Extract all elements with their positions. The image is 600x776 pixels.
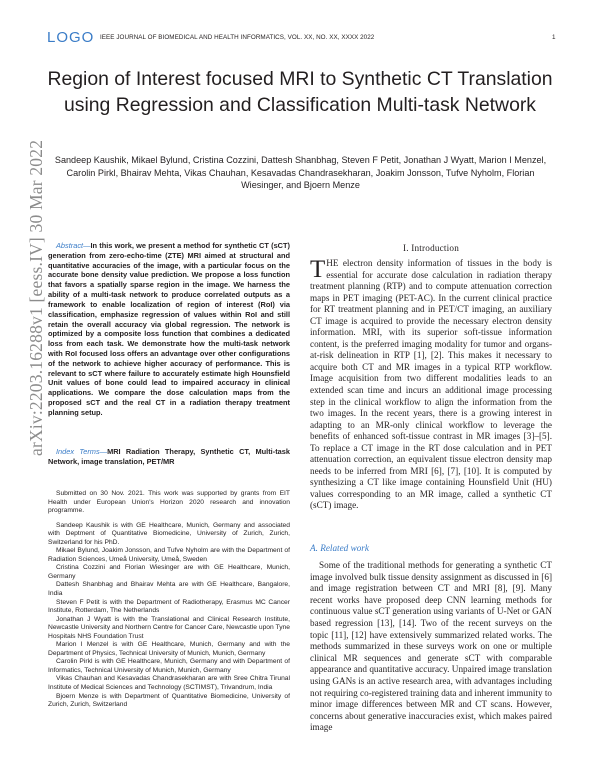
introduction-body: electron density information of tissues in the body is essential for accurate dose calculation in radiation therapy treatment planning (RTP) and to compute attenuation correction maps in PET imaging (PET-AC). In the current clinical practice for RT treatment planning and in PET/CT imaging, an auxiliary CT image is acquired to provide the necessary electron density information. MRI, with its superior soft-tissue information content, is the preferred imaging modality for tumor and organs-at-risk delineation in RTP [1], [2]. This makes it necessary to acquire both CT and MR images in a typical RTP workflow. Image acquisition from two different modalities leads to an extended scan time and incurs an additional image processing step in the clinical workflow to align the information from the two images. In the recent years, there is a growing interest in adapting to an MR-only clinical workflow to leverage the benefits of enhanced soft-tissue contrast in MR images [3]–[5]. To replace a CT image in the RT dose calculation and in PET attenuation correction, an equivalent tissue electron density map needs to be inferred from MRI [6], [7], [10]. It is computed by synthesizing a CT like image containing Hounsfield Unit (HU) values corresponding to an MR image, called a synthetic CT (sCT) image. <box>310 258 552 511</box>
footnote-affiliation: Mikael Bylund, Joakim Jonsson, and Tufve Nyholm are with the Department of Radiation Sciences, Umeå University, Umeå, Sweden <box>48 547 290 563</box>
paper-title: Region of Interest focused MRI to Synthetic CT Translation using Regression and Classification Multi-task Network <box>47 68 553 116</box>
index-terms-label: Index Terms— <box>56 447 108 456</box>
footnote-affiliation: Cristina Cozzini and Florian Wiesinger are with GE Healthcare, Munich, Germany <box>48 564 290 580</box>
drop-cap: T <box>310 256 326 283</box>
author-list: Sandeep Kaushik, Mikael Bylund, Cristina Cozzini, Dattesh Shanbhag, Steven F Petit, Jonathan J Wyatt, Marion I Menzel, Carolin Pirkl, Bhairav Mehta, Vikas Chauhan, Kesavadas Chandrasekharan, Joakim Jonsson, Tufve Nyholm, Florian Wiesinger, and Bjoern Menze <box>54 155 547 190</box>
abstract-label: Abstract— <box>56 241 91 250</box>
footnote-affiliation: Bjoern Menze is with Department of Quantitative Biomedicine, University of Zurich, Zurich, Switzerland <box>48 692 290 709</box>
page-number: 1 <box>552 34 556 41</box>
footnote-affiliation: Jonathan J Wyatt is with the Translational and Clinical Research Institute, Newcastle University and Northern Centre for Cancer Care, Newcastle upon Tyne Hospitals NHS Foundation Trust <box>48 615 290 640</box>
journal-header: IEEE JOURNAL OF BIOMEDICAL AND HEALTH INFORMATICS, VOL. XX, NO. XX, XXXX 2022 <box>100 34 375 41</box>
abstract-body: In this work, we present a method for synthetic CT (sCT) generation from zero-echo-time (ZTE) MRI aimed at structural and quantitative accuracies of the image, with a particular focus on the accurate bone density value prediction. We propose a loss function that favors a spatially sparse region in the image. We harness the ability of a multi-task network to produce correlated outputs as a framework to enable localization of region of interest (RoI) via classification, emphasize regression of values within RoI and still retain the overall accuracy via global regression. The network is optimized by a composite loss function that combines a dedicated loss from each task. We demonstrate how the multi-task network with RoI focused loss offers an advantage over other configurations of the network to achieve higher accuracy of performance. This is relevant to sCT where failure to accurately estimate high Hounsfield Unit values of bone could lead to impaired accuracy in clinical applications. We compare the dose calculation maps from the proposed sCT and the real CT in a radiation therapy treatment planning setup. <box>48 241 290 417</box>
first-word-caps: HE <box>326 258 339 268</box>
introduction-text <box>310 258 552 512</box>
footnote-affiliation: Vikas Chauhan and Kesavadas Chandrasekharan are with Sree Chitra Tirunal Institute of Medical Sciences and Technology (SCTIMST), Trivandrum, India <box>48 675 290 692</box>
subsection-heading-related-work: A. Related work <box>310 543 369 553</box>
footnote-affiliation: Steven F Petit is with the Department of Radiotherapy, Erasmus MC Cancer Institute, Rotterdam, The Netherlands <box>48 598 290 615</box>
section-heading-introduction: I. Introduction <box>402 243 460 253</box>
index-terms <box>48 447 290 466</box>
journal-logo: LOGO <box>47 29 95 46</box>
footnote-affiliation: Carolin Pirkl is with GE Healthcare, Munich, Germany and with Department of Informatics, Technical University of Munich, Munich, Germany <box>48 658 290 674</box>
arxiv-stamp <box>0 0 46 776</box>
affiliation-footnotes <box>48 490 290 710</box>
footnote-affiliation: Sandeep Kaushik is with GE Healthcare, Munich, Germany and associated with Deptment of Quantitative Biomedicine, University of Zurich, Zurich, Switzerland for his PhD. <box>48 521 290 546</box>
footnote-submission: Submitted on 30 Nov. 2021. This work was supported by grants from EIT Health under European Union's Horizon 2020 research and innovation programme. <box>48 490 290 515</box>
arxiv-identifier[interactable]: arXiv:2203.16288v1 [eess.IV] 30 Mar 2022 <box>26 139 46 456</box>
abstract <box>48 241 290 418</box>
footnote-affiliation: Dattesh Shanbhag and Bhairav Mehta are with GE Healthcare, Bangalore, India <box>48 581 290 598</box>
index-terms-body: MRI Radiation Therapy, Synthetic CT, Multi-task Network, image translation, PET/MR <box>48 447 290 466</box>
related-work-text: Some of the traditional methods for generating a synthetic CT image involved bulk tissue density assignment as discussed in [6] and image registration between CT and MRI [8], [9]. Many recent works have proposed deep CNN learning methods for continuous value sCT generation using variants of U-Net or GAN based regression [13], [14]. Two of the recent surveys on the topic [11], [12] have extensively summarized related works. The methods summarized in these surveys work on one or multiple clinical MR sequences and generate sCT with comparable appearance and quantitative accuracy. Unpaired image translation using GANs is an active research area, with advantages including not requiring co-registered training data and inherent immunity to minor image differences between MR and CT scans. However, concerns about generative inaccuracies exist, which makes paired image <box>310 560 552 733</box>
footnote-affiliation: Marion I Menzel is with GE Healthcare, Munich, Germany and with the Department of Physics, Technical University of Munich, Munich, Germany <box>48 641 290 657</box>
